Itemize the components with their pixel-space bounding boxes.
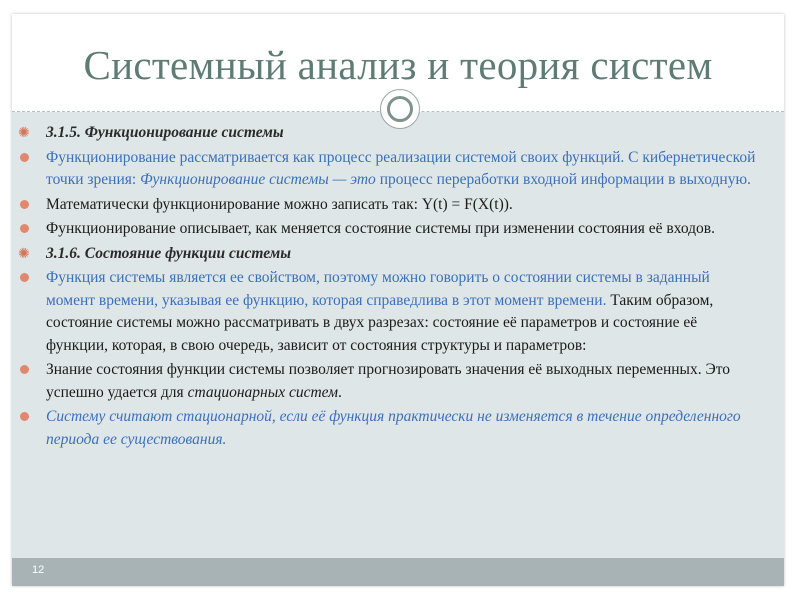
paragraph-text: Систему считают стационарной, если её функция практически не изменяется в течение определенного периода ее существования. bbox=[46, 408, 741, 448]
dot-bullet-icon bbox=[20, 153, 29, 162]
dot-bullet-icon bbox=[20, 224, 29, 233]
paragraph-text: Математически функционирование можно записать так: Y(t) = F(X(t)). bbox=[46, 195, 513, 213]
star-bullet-icon: ✺ bbox=[18, 125, 30, 141]
paragraph-text: Знание состояния функции системы позволяет прогнозировать значения её выходных переменных. Это успешно удается для bbox=[46, 361, 731, 401]
section-heading: 3.1.6. Состояние функции системы bbox=[46, 244, 292, 262]
star-bullet-icon: ✺ bbox=[18, 245, 30, 262]
list-item bbox=[18, 267, 758, 357]
slide-title: Системный анализ и теория систем bbox=[83, 42, 713, 88]
list-item bbox=[18, 359, 758, 404]
heading-bullet-item bbox=[18, 243, 758, 266]
dot-bullet-icon bbox=[20, 412, 29, 421]
dot-bullet-icon bbox=[20, 200, 29, 209]
paragraph-text: процесс переработки входной информации в выходную. bbox=[375, 171, 751, 188]
paragraph-italic: стационарных систем bbox=[187, 383, 339, 401]
paragraph-text: . bbox=[338, 383, 342, 401]
footer-band bbox=[12, 558, 784, 586]
paragraph-text: Функция системы является ее свойством, поэтому можно говорить о состоянии системы в заданный момент времени, указывая ее функцию, которая справедлива в этот момент времени. bbox=[46, 269, 710, 309]
paragraph-italic: Функционирование системы — это bbox=[140, 171, 376, 188]
dot-bullet-icon bbox=[20, 365, 29, 374]
list-item bbox=[18, 147, 758, 192]
paragraph-text: Функционирование рассматривается как процесс реализации системой своих функций. С кибернетической точки зрения: bbox=[46, 148, 756, 188]
paragraph-text: Таким образом, состояние системы можно рассматривать в двух разрезах: состояние её параметров и состояние её функции, которая, в свою очередь, зависит от состояния структуры и параметров: bbox=[46, 291, 714, 354]
dot-bullet-icon bbox=[20, 273, 29, 282]
heading-bullet-item bbox=[18, 122, 758, 145]
page-number: 12 bbox=[32, 564, 45, 576]
slide-content bbox=[18, 122, 758, 453]
list-item bbox=[18, 406, 758, 451]
list-item bbox=[18, 194, 758, 217]
list-item bbox=[18, 218, 758, 241]
paragraph-text: Функционирование описывает, как меняется состояние системы при изменении состояния её входов. bbox=[46, 220, 715, 237]
section-heading: 3.1.5. Функционирование системы bbox=[46, 124, 284, 141]
